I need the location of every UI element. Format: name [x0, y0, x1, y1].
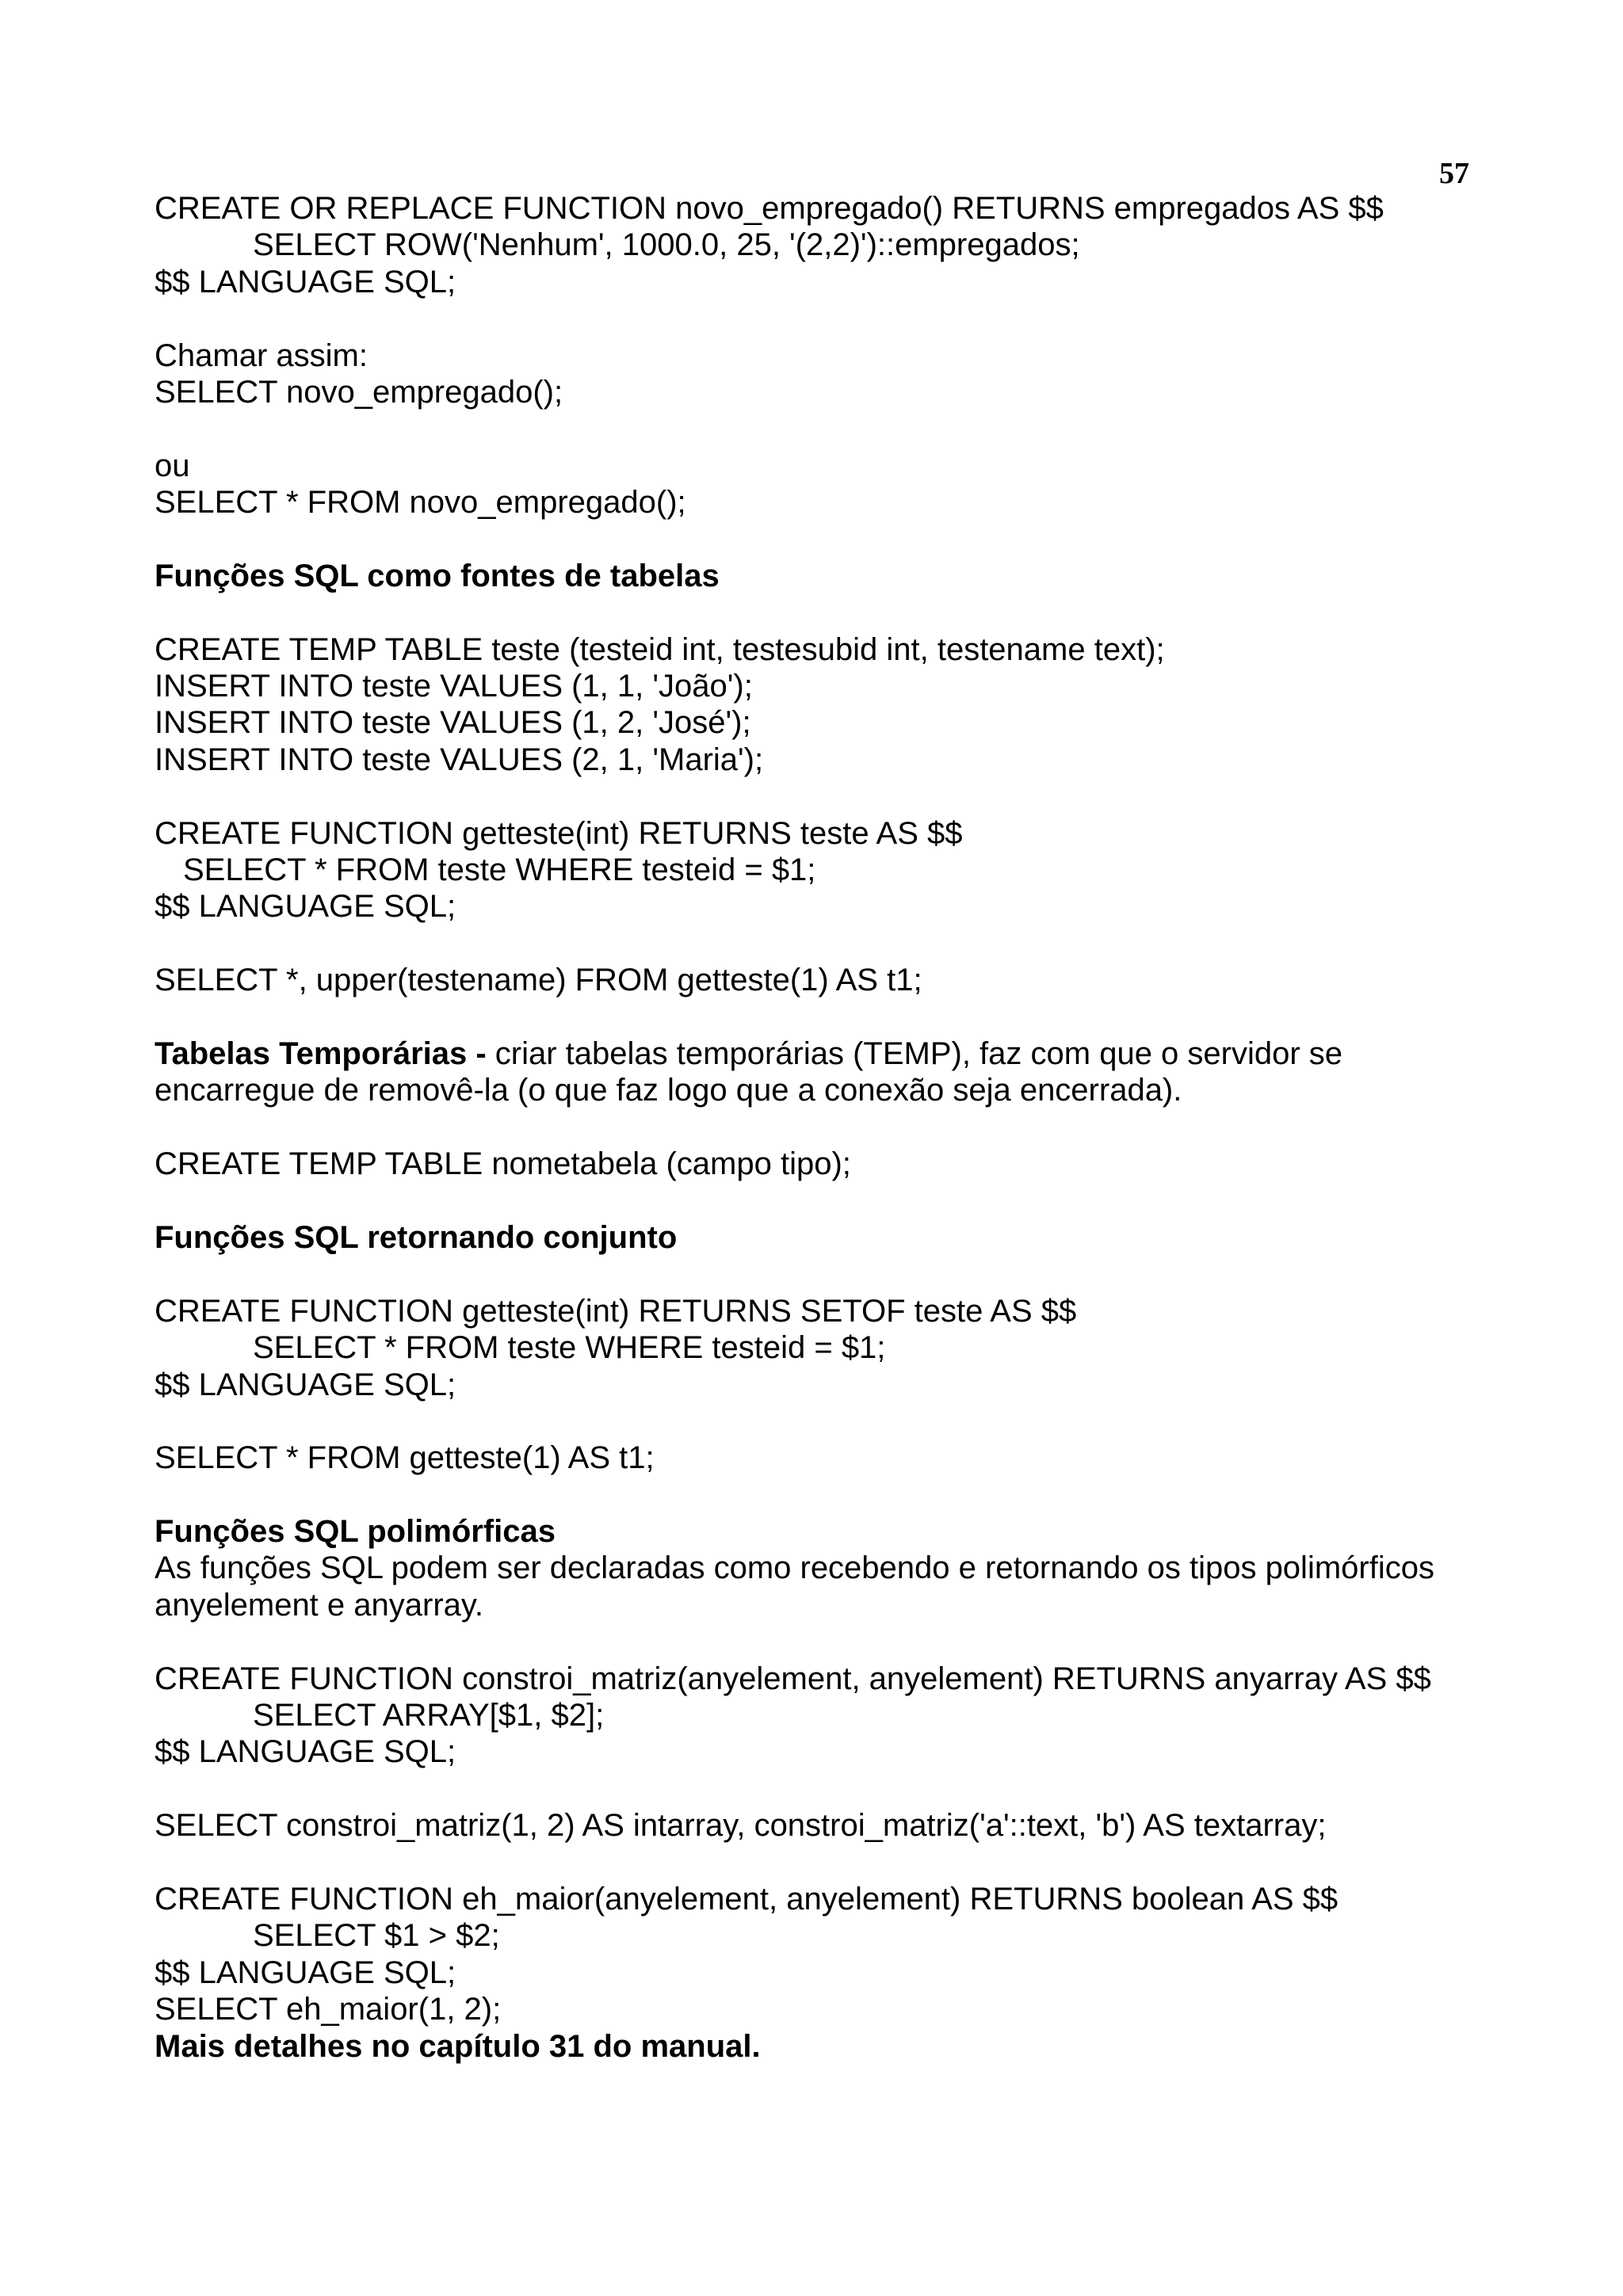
- code-line: $$ LANGUAGE SQL;: [155, 264, 456, 299]
- spacer: [155, 1623, 1502, 1660]
- code-line: SELECT *, upper(testename) FROM getteste(1) AS t1;: [155, 963, 922, 998]
- spacer: [155, 778, 1502, 814]
- spacer: [155, 1477, 1502, 1513]
- text-line: ou: [155, 448, 190, 483]
- paragraph-line: anyelement e anyarray.: [155, 1587, 484, 1623]
- spacer: [155, 1183, 1502, 1219]
- spacer: [155, 999, 1502, 1035]
- code-line: SELECT ROW('Nenhum', 1000.0, 25, '(2,2)')::empregados;: [253, 227, 1080, 263]
- code-line: CREATE FUNCTION getteste(int) RETURNS SETOF teste AS $$: [155, 1293, 1077, 1329]
- code-line: SELECT novo_empregado();: [155, 374, 563, 410]
- spacer: [155, 925, 1502, 962]
- spacer: [155, 300, 1502, 337]
- code-line: SELECT * FROM teste WHERE testeid = $1;: [253, 1330, 886, 1366]
- paragraph-line: encarregue de removê-la (o que faz logo que a conexão seja encerrada).: [155, 1073, 1182, 1108]
- page-number: 57: [1439, 157, 1469, 190]
- spacer: [155, 1403, 1502, 1440]
- code-line: CREATE FUNCTION eh_maior(anyelement, anyelement) RETURNS boolean AS $$: [155, 1881, 1338, 1917]
- code-line: SELECT * FROM novo_empregado();: [155, 485, 686, 521]
- code-line: CREATE FUNCTION getteste(int) RETURNS teste AS $$: [155, 815, 963, 851]
- spacer: [155, 1771, 1502, 1807]
- page-content: [155, 190, 1502, 2065]
- code-line: $$ LANGUAGE SQL;: [155, 1734, 456, 1770]
- code-line: $$ LANGUAGE SQL;: [155, 1367, 456, 1402]
- spacer: [155, 1256, 1502, 1292]
- code-line: $$ LANGUAGE SQL;: [155, 889, 456, 925]
- spacer: [155, 1844, 1502, 1881]
- code-line: SELECT constroi_matriz(1, 2) AS intarray, constroi_matriz('a'::text, 'b') AS textarray;: [155, 1808, 1327, 1844]
- spacer: [155, 410, 1502, 447]
- spacer: [155, 1109, 1502, 1146]
- text-line: Chamar assim:: [155, 338, 368, 373]
- paragraph-line: [155, 1035, 1502, 1072]
- section-heading: Funções SQL como fontes de tabelas: [155, 558, 720, 593]
- code-line: CREATE FUNCTION constroi_matriz(anyelement, anyelement) RETURNS anyarray AS $$: [155, 1661, 1431, 1696]
- code-line: CREATE TEMP TABLE nometabela (campo tipo);: [155, 1146, 851, 1182]
- paragraph-text: criar tabelas temporárias (TEMP), faz com que o servidor se: [486, 1035, 1343, 1071]
- spacer: [155, 521, 1502, 558]
- code-line: $$ LANGUAGE SQL;: [155, 1955, 456, 1990]
- code-line: CREATE OR REPLACE FUNCTION novo_empregado() RETURNS empregados AS $$: [155, 191, 1384, 226]
- code-line: CREATE TEMP TABLE teste (testeid int, testesubid int, testename text);: [155, 631, 1165, 667]
- paragraph-line: As funções SQL podem ser declaradas como recebendo e retornando os tipos polimórficos: [155, 1550, 1434, 1586]
- spacer: [155, 594, 1502, 631]
- inline-heading: Tabelas Temporárias -: [155, 1035, 487, 1071]
- code-line: SELECT eh_maior(1, 2);: [155, 1992, 502, 2027]
- section-heading: Funções SQL polimórficas: [155, 1514, 556, 1550]
- code-line: SELECT * FROM getteste(1) AS t1;: [155, 1440, 655, 1476]
- code-line: INSERT INTO teste VALUES (1, 1, 'João');: [155, 669, 753, 704]
- closing-note: Mais detalhes no capítulo 31 do manual.: [155, 2028, 761, 2064]
- code-line: SELECT ARRAY[$1, $2];: [253, 1698, 605, 1733]
- code-line: INSERT INTO teste VALUES (2, 1, 'Maria');: [155, 742, 764, 777]
- code-line: INSERT INTO teste VALUES (1, 2, 'José');: [155, 705, 751, 741]
- code-line: SELECT * FROM teste WHERE testeid = $1;: [183, 852, 816, 888]
- code-line: SELECT $1 > $2;: [253, 1918, 500, 1954]
- section-heading: Funções SQL retornando conjunto: [155, 1219, 678, 1255]
